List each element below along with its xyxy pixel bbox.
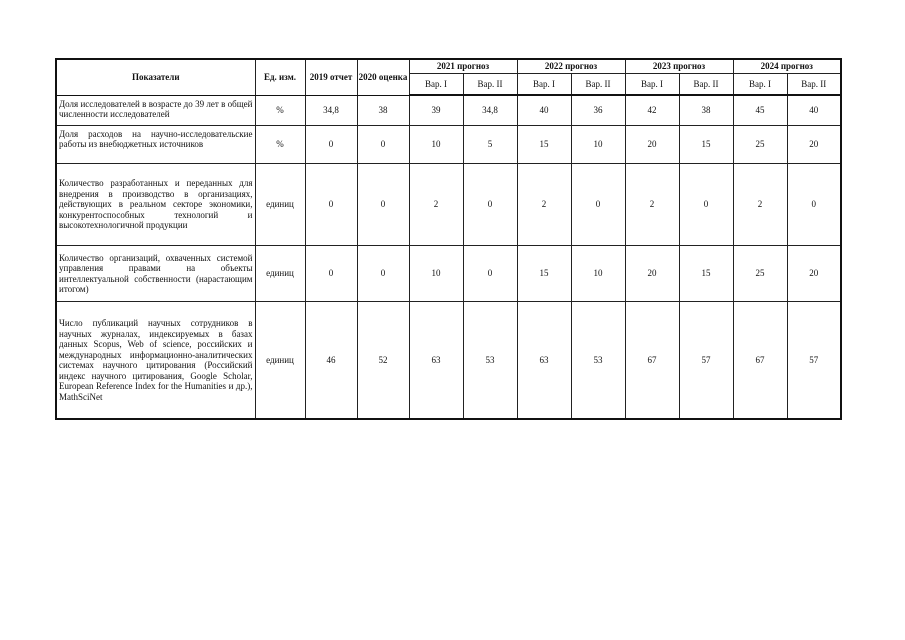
row-value: 20 — [625, 245, 679, 301]
row-value: 40 — [517, 95, 571, 125]
row-value: 0 — [571, 163, 625, 245]
row-value: 10 — [409, 245, 463, 301]
header-var1: Вар. I — [409, 74, 463, 96]
row-value: 45 — [733, 95, 787, 125]
header-var2: Вар. II — [571, 74, 625, 96]
row-value: 15 — [679, 245, 733, 301]
row-value: 0 — [357, 125, 409, 163]
header-2020: 2020 оценка — [357, 59, 409, 95]
table-row — [56, 95, 841, 125]
row-value: 15 — [679, 125, 733, 163]
row-value: 0 — [305, 245, 357, 301]
row-value: 2 — [409, 163, 463, 245]
header-forecast-2021: 2021 прогноз — [409, 59, 517, 74]
row-value: 53 — [463, 301, 517, 419]
row-value: 15 — [517, 125, 571, 163]
row-value: 57 — [787, 301, 841, 419]
row-value: 38 — [679, 95, 733, 125]
row-value: 0 — [463, 163, 517, 245]
header-var1: Вар. I — [733, 74, 787, 96]
row-value: 25 — [733, 245, 787, 301]
row-unit: единиц — [255, 245, 305, 301]
row-value: 39 — [409, 95, 463, 125]
table-row — [56, 245, 841, 301]
row-indicator: Число публикаций научных сотрудников в научных журналах, индексируемых в базах данных Scopus, Web of science, российских и международных информационно-аналитических системах научного цитирования (Российский индекс научного цитирования, Google Scholar, European Reference Index for the Humanities и др.), MathSciNet — [56, 301, 255, 419]
row-value: 67 — [733, 301, 787, 419]
row-value: 10 — [571, 125, 625, 163]
table-row — [56, 125, 841, 163]
header-var1: Вар. I — [517, 74, 571, 96]
header-var2: Вар. II — [463, 74, 517, 96]
row-value: 2 — [517, 163, 571, 245]
table-row — [56, 163, 841, 245]
header-indicator: Показатели — [56, 59, 255, 95]
header-var2: Вар. II — [787, 74, 841, 96]
table-row — [56, 301, 841, 419]
row-value: 20 — [787, 125, 841, 163]
row-value: 40 — [787, 95, 841, 125]
row-unit: единиц — [255, 163, 305, 245]
header-2019: 2019 отчет — [305, 59, 357, 95]
row-value: 10 — [409, 125, 463, 163]
row-value: 52 — [357, 301, 409, 419]
row-value: 0 — [787, 163, 841, 245]
row-value: 2 — [625, 163, 679, 245]
row-value: 42 — [625, 95, 679, 125]
header-var2: Вар. II — [679, 74, 733, 96]
row-value: 67 — [625, 301, 679, 419]
row-indicator: Доля расходов на научно-исследовательские работы из внебюджетных источников — [56, 125, 255, 163]
row-value: 53 — [571, 301, 625, 419]
header-forecast-2022: 2022 прогноз — [517, 59, 625, 74]
row-value: 0 — [305, 125, 357, 163]
header-forecast-2023: 2023 прогноз — [625, 59, 733, 74]
row-value: 15 — [517, 245, 571, 301]
row-unit: % — [255, 95, 305, 125]
row-value: 36 — [571, 95, 625, 125]
row-value: 0 — [357, 245, 409, 301]
row-value: 20 — [787, 245, 841, 301]
row-value: 63 — [517, 301, 571, 419]
row-indicator: Количество организаций, охваченных системой управления правами на объекты интеллектуальной собственности (нарастающим итогом) — [56, 245, 255, 301]
row-value: 46 — [305, 301, 357, 419]
header-unit: Ед. изм. — [255, 59, 305, 95]
row-value: 5 — [463, 125, 517, 163]
indicators-table — [55, 58, 842, 420]
row-value: 10 — [571, 245, 625, 301]
header-var1: Вар. I — [625, 74, 679, 96]
row-value: 38 — [357, 95, 409, 125]
row-value: 0 — [463, 245, 517, 301]
row-value: 57 — [679, 301, 733, 419]
row-value: 63 — [409, 301, 463, 419]
row-indicator: Доля исследователей в возрасте до 39 лет в общей численности исследователей — [56, 95, 255, 125]
row-value: 20 — [625, 125, 679, 163]
row-unit: единиц — [255, 301, 305, 419]
row-value: 0 — [679, 163, 733, 245]
row-value: 34,8 — [463, 95, 517, 125]
row-indicator: Количество разработанных и переданных для внедрения в производство в организациях, действующих в реальном секторе экономики, конкурентоспособных технологий и высокотехнологичной продукции — [56, 163, 255, 245]
row-unit: % — [255, 125, 305, 163]
row-value: 0 — [305, 163, 357, 245]
header-forecast-2024: 2024 прогноз — [733, 59, 841, 74]
row-value: 34,8 — [305, 95, 357, 125]
row-value: 2 — [733, 163, 787, 245]
row-value: 0 — [357, 163, 409, 245]
row-value: 25 — [733, 125, 787, 163]
